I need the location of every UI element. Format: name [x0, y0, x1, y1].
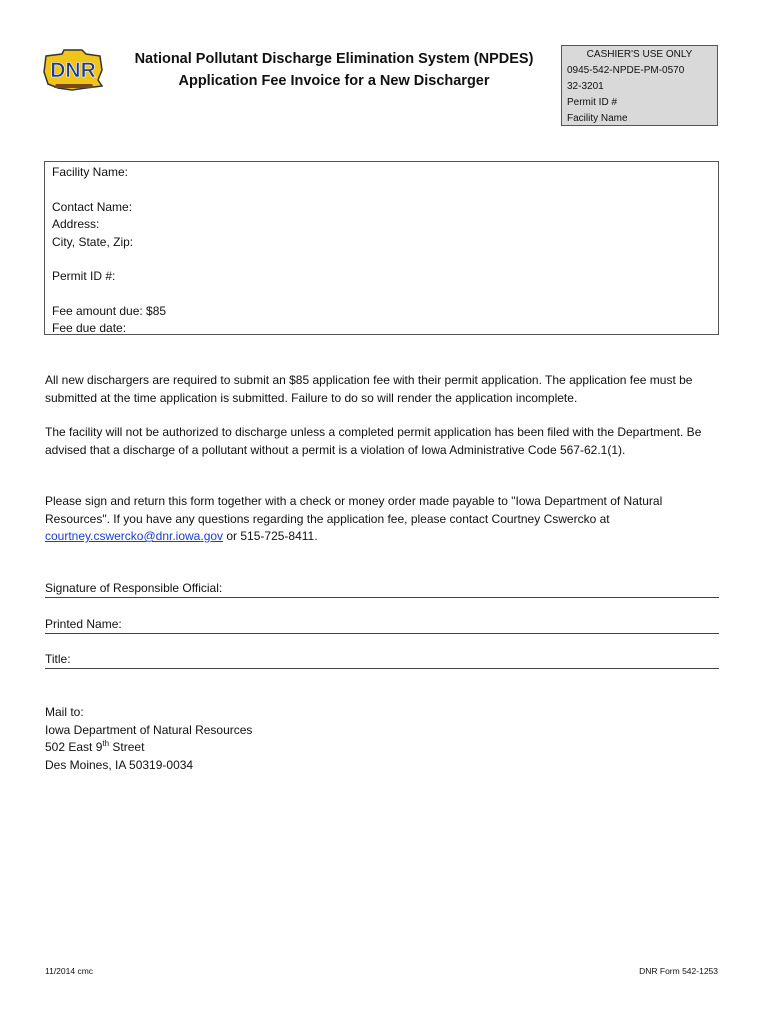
address-field[interactable]: Address: — [52, 217, 100, 231]
title-line-1: National Pollutant Discharge Elimination System (NPDES) — [134, 51, 534, 67]
facility-info-box — [44, 161, 719, 335]
logo-text: DNR — [50, 59, 96, 82]
instructions-paragraph — [45, 493, 727, 546]
cashier-line: Facility Name — [567, 113, 628, 124]
title-line[interactable] — [45, 651, 719, 669]
instructions-text: Please sign and return this form together with a check or money order made payable to "Iowa Department of Natural Resources". If you have any questions regarding the application fee, please contact Courtney Cswercko at — [45, 494, 663, 526]
city-state-zip-field[interactable]: City, State, Zip: — [52, 234, 134, 249]
page-title — [118, 48, 550, 92]
fee-due-date-field[interactable]: Fee due date: — [52, 321, 127, 335]
mail-to-label: Mail to: — [45, 705, 84, 719]
footer-date: 11/2014 cmc — [45, 966, 94, 976]
contact-email-link[interactable]: courtney.cswercko@dnr.iowa.gov — [45, 529, 224, 543]
cashier-line: 0945-542-NPDE-PM-0570 — [567, 65, 685, 76]
authorization-paragraph: The facility will not be authorized to discharge unless a completed permit application has been filed with the Department. Be advised that a discharge of a pollutant without a permit is a violation of Iowa Administrative Code 567-62.1(1). — [45, 425, 702, 457]
title-line-2: Application Fee Invoice for a New Discharger — [178, 73, 490, 89]
mail-street: 502 East 9th Street — [45, 739, 145, 754]
facility-name-field[interactable]: Facility Name: — [52, 165, 129, 179]
permit-id-field[interactable]: Permit ID #: — [52, 269, 116, 283]
fee-amount-due: Fee amount due: $85 — [52, 303, 167, 318]
mail-city: Des Moines, IA 50319-0034 — [45, 757, 194, 772]
signature-line[interactable] — [45, 580, 719, 598]
cashier-heading: CASHIER'S USE ONLY — [586, 49, 693, 60]
printed-name-label: Printed Name: — [45, 617, 122, 631]
contact-name-field[interactable]: Contact Name: — [52, 199, 133, 214]
contact-phone-text: or 515-725-8411. — [223, 529, 318, 543]
cashier-line: Permit ID # — [567, 97, 618, 108]
title-label: Title: — [45, 652, 71, 666]
fee-requirement-paragraph: All new dischargers are required to submit an $85 application fee with their permit application. The application fee must be submitted at the time application is submitted. Failure to do so will render the application incomplete. — [45, 373, 693, 405]
mailing-address — [45, 704, 252, 774]
cashier-line: 32-3201 — [567, 81, 604, 92]
cashier-use-only-box — [561, 45, 718, 126]
footer-form-number: DNR Form 542-1253 — [639, 966, 718, 976]
printed-name-line[interactable] — [45, 616, 719, 634]
mail-org: Iowa Department of Natural Resources — [45, 722, 253, 737]
signature-label: Signature of Responsible Official: — [45, 581, 223, 595]
dnr-logo — [42, 46, 106, 92]
